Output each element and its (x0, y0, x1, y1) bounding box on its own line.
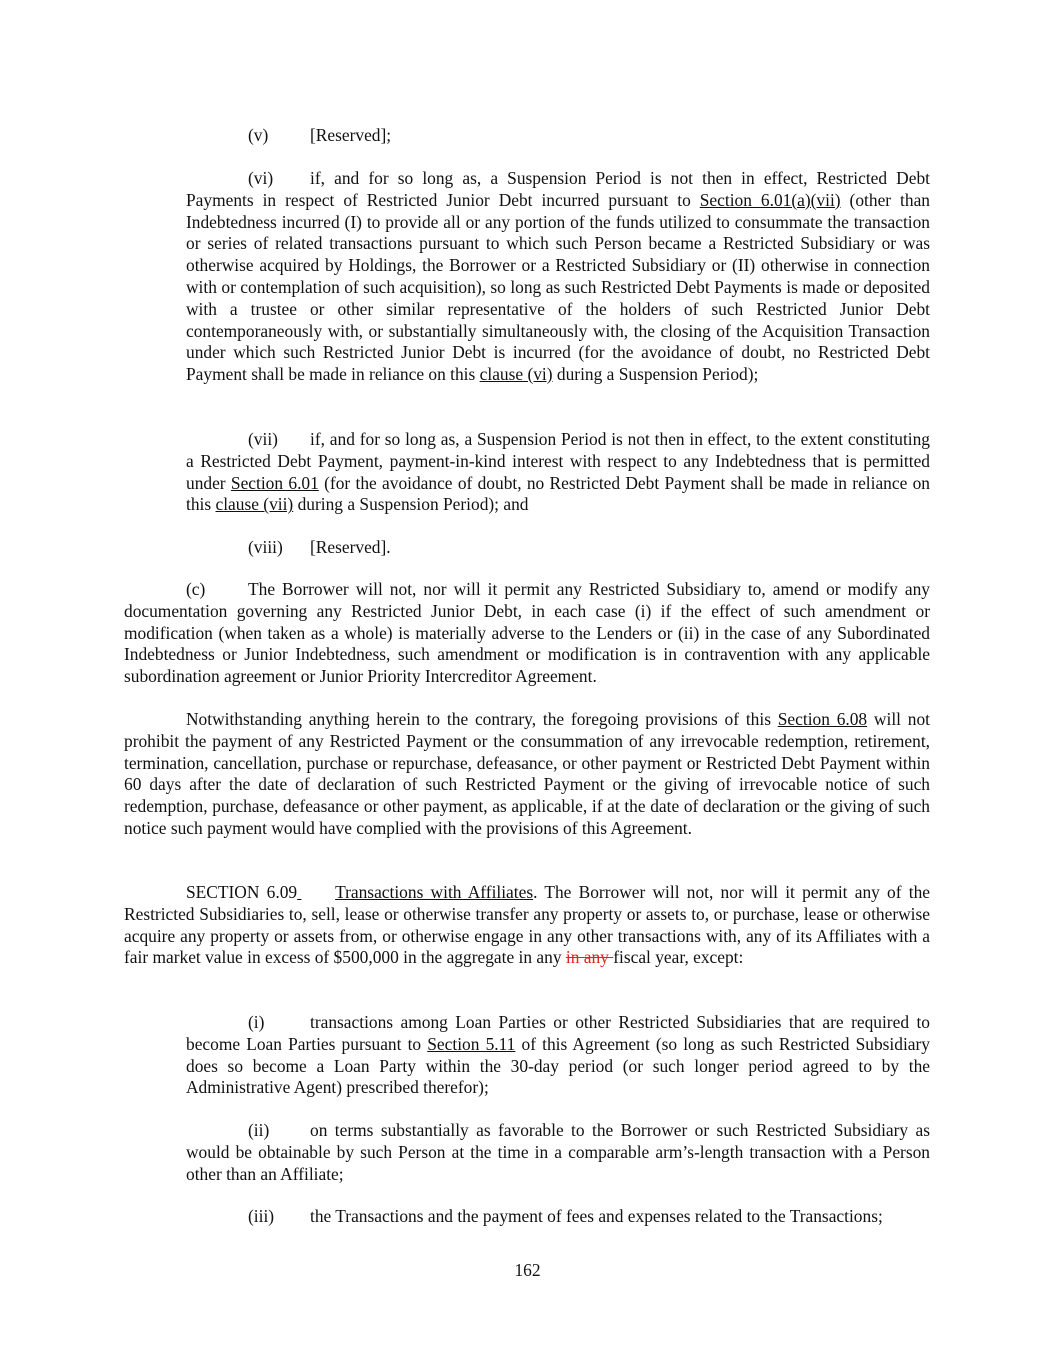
item-text: the Transactions and the payment of fees and expenses related to the Transactions; (310, 1206, 883, 1226)
clause-label: (vii) (248, 429, 278, 449)
clause-label: (c) (186, 579, 206, 599)
clause-c (124, 579, 930, 688)
item-text: on terms substantially as favorable to the Borrower or such Restricted Subsidiary as would be obtainable by such Person at the time in a comparable arm’s-length transaction with a Person other than an Affiliate; (186, 1120, 930, 1184)
clause-vi: (vi) if, and for so long as, a Suspension Period is not then in effect, Restricted Debt Payments in respect of Restricted Junior Debt incurred pursuant to Section 6.01(a)(vii) (other than Indebtedness incurred (I) to provide all or any portion of the funds utilized to consummate the transaction or series of related transactions pursuant to which such Person became a Restricted Subsidiary or was otherwise acquired by Holdings, the Borrower or a Restricted Subsidiary or (II) otherwise in connection with or contemplation of such acquisition), so long as such Restricted Debt Payments is made or deposited with a trustee or other similar representative of the holders of such Restricted Junior Debt contemporaneously with, or substantially simultaneously with, the closing of the Acquisition Transaction under which such Restricted Junior Debt is incurred (for the avoidance of doubt, no Restricted Debt Payment shall be made in reliance on this clause (vi) during a Suspension Period); (186, 168, 930, 385)
clause-vii: (vii) if, and for so long as, a Suspension Period is not then in effect, to the extent constituting a Restricted Debt Payment, payment-in-kind interest with respect to any Indebtedness that is permitted under Section 6.01 (for the avoidance of doubt, no Restricted Debt Payment shall be made in reliance on this clause (vii) during a Suspension Period); and (186, 429, 930, 515)
clause-text: The Borrower will not, nor will it permit any Restricted Subsidiary to, amend or modify any documentation governing any Restricted Junior Debt, in each case (i) if the effect of such amendment or modification (when taken as a whole) is materially adverse to the Lenders or (ii) in the case of any Subordinated Indebtedness or Junior Indebtedness, such amendment or modification is in contravention with any applicable subordination agreement or Junior Priority Intercreditor Agreement. (124, 579, 930, 687)
item-ii (186, 1120, 930, 1185)
section-title: Transactions with Affiliates (335, 882, 534, 902)
item-label: (iii) (248, 1206, 275, 1226)
notwithstanding-paragraph: Notwithstanding anything herein to the contrary, the foregoing provisions of this Section 6.08 will not prohibit the payment of any Restricted Payment or the consummation of any irrevocable redemption, retirement, termination, cancellation, purchase or repurchase, defeasance, or other payment or Restricted Debt Payment within 60 days after the date of declaration of such Restricted Payment or the giving of irrevocable notice of such redemption, purchase, defeasance or other payment, as applicable, if at the date of declaration or the giving of such notice such payment would have complied with the provisions of this Agreement. (124, 709, 930, 838)
section-6-09: SECTION 6.09 Transactions with Affiliates. The Borrower will not, nor will it permit any of the Restricted Subsidiaries to, sell, lease or otherwise transfer any property or assets to, or purchase, lease or otherwise acquire any property or assets from, or otherwise engage in any other transactions with, any of its Affiliates with a fair market value in excess of $500,000 in the aggregate in any in any fiscal year, except: (124, 882, 931, 968)
clause-viii (186, 537, 930, 559)
clause-v (186, 125, 930, 147)
section-reference-link: Section 6.01 (230, 472, 319, 493)
section-reference-link: Section 6.01(a)(vii) (699, 189, 841, 210)
page-number: 162 (514, 1260, 541, 1280)
clause-label: (v) (248, 125, 269, 145)
deleted-text: in any (565, 947, 614, 968)
clause-text: [Reserved]. (310, 537, 391, 557)
clause-text: [Reserved]; (310, 125, 392, 145)
section-reference-link: Section 5.11 (427, 1033, 516, 1054)
section-reference-link: Section 6.08 (777, 709, 868, 729)
clause-label: (viii) (248, 537, 283, 557)
clause-reference-link: clause (vii) (215, 494, 294, 515)
item-label: (i) (248, 1012, 265, 1032)
clause-reference-link: clause (vi) (479, 364, 553, 385)
clause-label: (vi) (248, 168, 274, 188)
item-i: (i) transactions among Loan Parties or other Restricted Subsidiaries that are required to become Loan Parties pursuant to Section 5.11 of this Agreement (so long as such Restricted Subsidiary does so become a Loan Party within the 30-day period (or such longer period agreed to by the Administrative Agent) prescribed therefor); (186, 1012, 930, 1098)
item-iii (186, 1206, 930, 1228)
section-number: SECTION 6.09 (186, 882, 298, 902)
item-label: (ii) (248, 1120, 270, 1140)
